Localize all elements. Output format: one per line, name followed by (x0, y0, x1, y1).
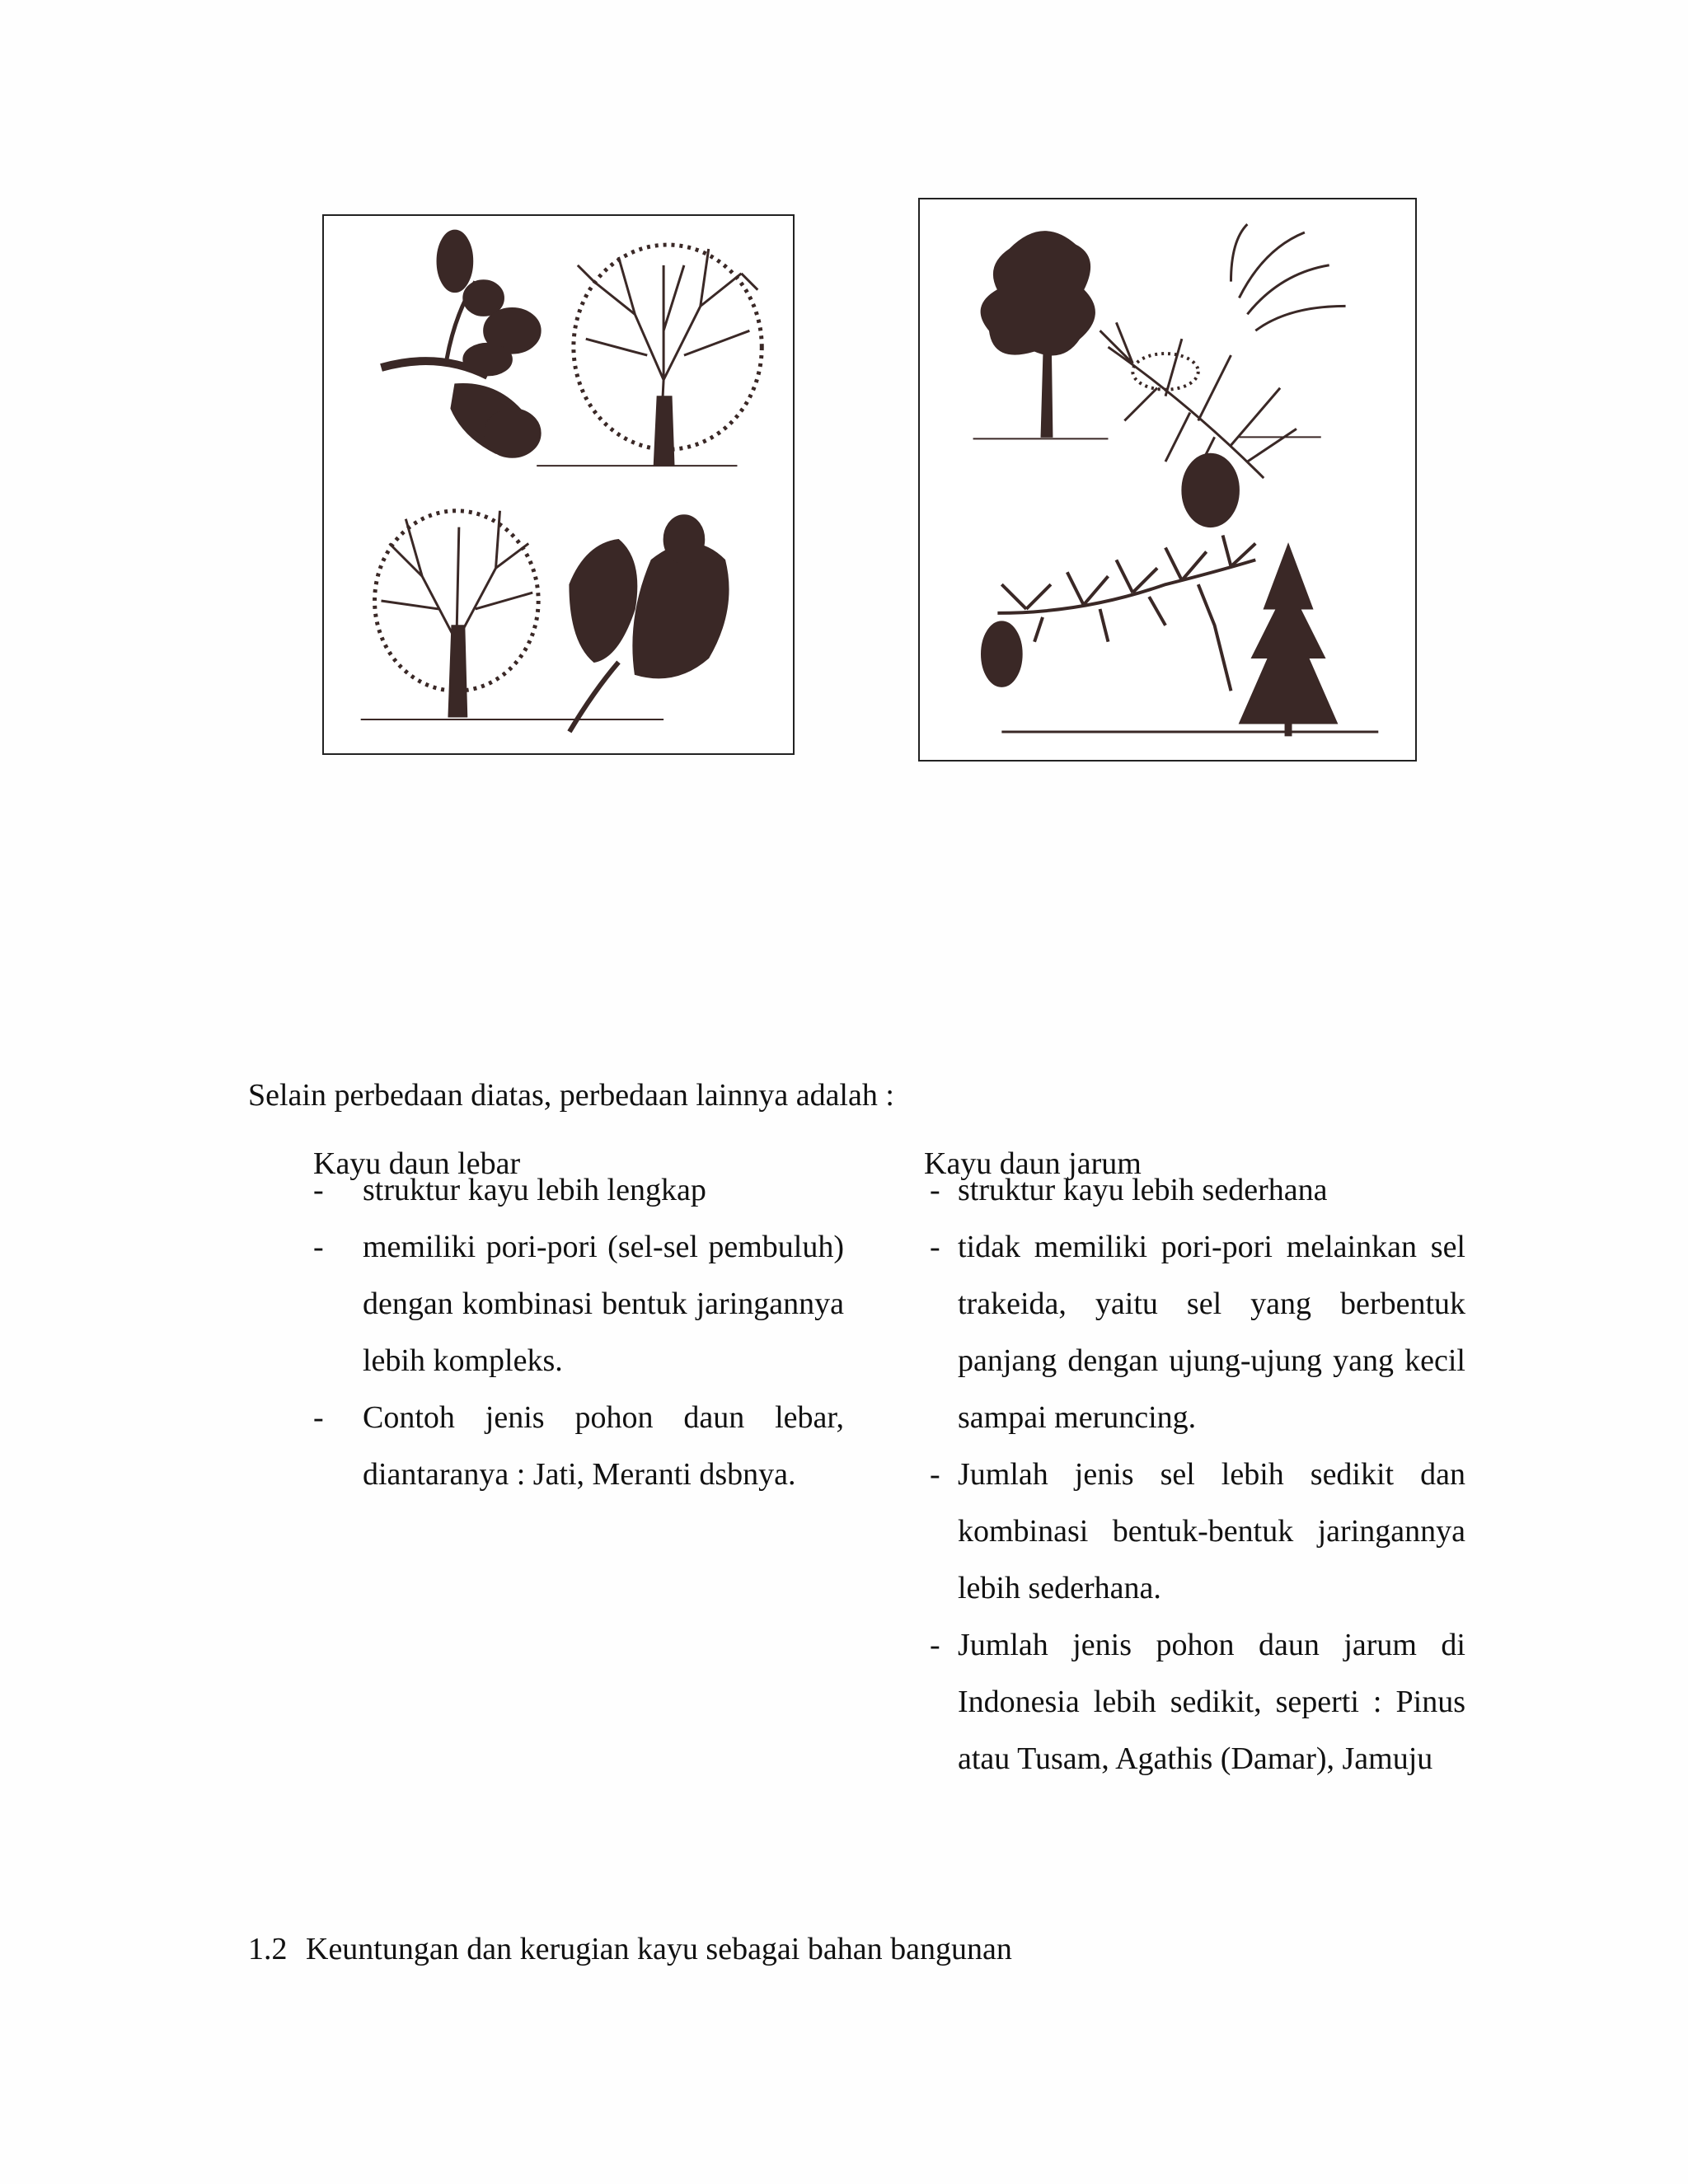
list-item-text: tidak memiliki pori-pori melainkan sel trakeida, yaitu sel yang berbentuk panjang dengan ujung-ujung yang kecil sampai meruncing. (958, 1230, 1465, 1435)
list-kayu-daun-lebar (313, 1173, 844, 1503)
broadleaf-trees-figure (322, 214, 795, 755)
list-kayu-daun-jarum (930, 1173, 1465, 1788)
list-item (930, 1219, 1465, 1446)
section-number: 1.2 (248, 1932, 288, 1966)
conifer-trees-figure (918, 198, 1417, 762)
list-item (930, 1617, 1465, 1788)
list-dash: - (930, 1457, 940, 1492)
list-dash: - (313, 1230, 324, 1264)
list-item-text: struktur kayu lebih lengkap (363, 1173, 706, 1207)
conifer-trees-icon (920, 199, 1415, 760)
section-title-text: Keuntungan dan kerugian kayu sebagai bahan bangunan (306, 1932, 1012, 1966)
list-item (313, 1390, 844, 1503)
list-dash: - (313, 1400, 324, 1435)
heading-kayu-daun-lebar: Kayu daun lebar (313, 1146, 521, 1181)
list-item-text: memiliki pori-pori (sel-sel pembuluh) dengan kombinasi bentuk jaringannya lebih kompleks. (363, 1230, 844, 1378)
list-item (313, 1162, 844, 1219)
section-heading (248, 1921, 1012, 1978)
intro-paragraph: Selain perbedaan diatas, perbedaan lainnya adalah : (248, 1078, 894, 1113)
list-dash: - (930, 1230, 940, 1264)
list-dash: - (930, 1628, 940, 1662)
list-item-text: Jumlah jenis pohon daun jarum di Indonesia lebih sedikit, seperti : Pinus atau Tusam, Agathis (Damar), Jamuju (958, 1628, 1465, 1776)
list-item (930, 1446, 1465, 1617)
list-item-text: struktur kayu lebih sederhana (958, 1173, 1328, 1207)
list-item (930, 1162, 1465, 1219)
heading-kayu-daun-jarum: Kayu daun jarum (924, 1146, 1142, 1181)
list-item-text: Contoh jenis pohon daun lebar, diantaranya : Jati, Meranti dsbnya. (363, 1400, 844, 1492)
list-item-text: Jumlah jenis sel lebih sedikit dan kombinasi bentuk-bentuk jaringannya lebih sederhana. (958, 1457, 1465, 1605)
list-item (313, 1219, 844, 1390)
broadleaf-trees-icon (324, 216, 793, 753)
list-dash: - (930, 1173, 940, 1207)
list-dash: - (313, 1173, 324, 1207)
